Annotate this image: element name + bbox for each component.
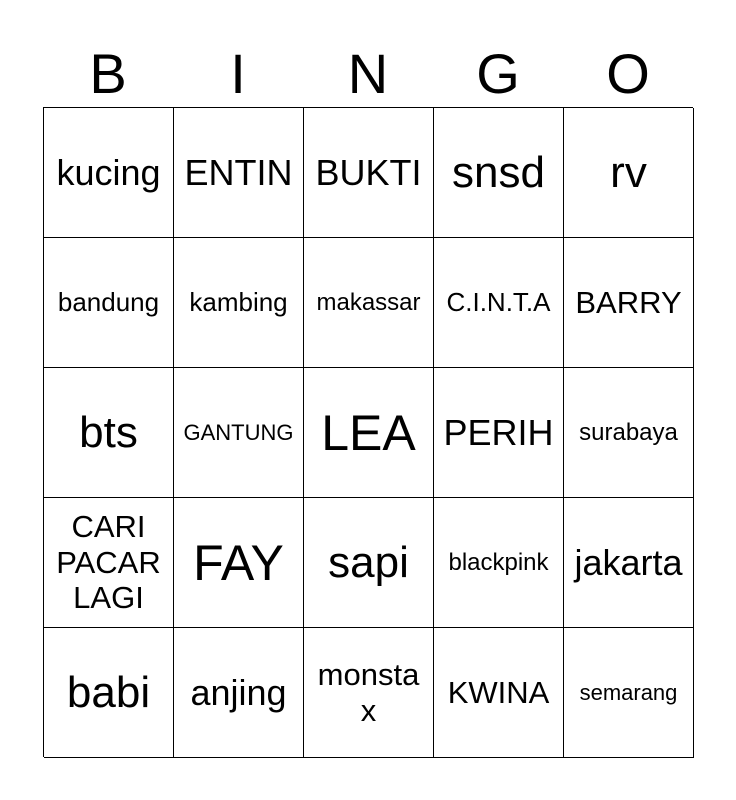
cell-label: makassar <box>316 288 421 316</box>
bingo-cell[interactable] <box>44 498 174 628</box>
cell-label: jakarta <box>574 541 683 583</box>
bingo-cell[interactable] <box>44 628 174 758</box>
cell-label: babi <box>66 667 151 717</box>
cell-label: kambing <box>189 286 288 317</box>
cell-label: kucing <box>56 151 161 193</box>
bingo-cell[interactable] <box>564 498 694 628</box>
bingo-cell[interactable] <box>44 368 174 498</box>
header-letter-g: G <box>476 42 520 105</box>
bingo-cell[interactable] <box>174 238 304 368</box>
cell-label: semarang <box>579 679 678 705</box>
bingo-cell[interactable] <box>44 108 174 238</box>
cell-label: blackpink <box>448 548 549 576</box>
bingo-cell[interactable] <box>174 108 304 238</box>
cell-label: rv <box>610 147 647 197</box>
cell-label: ENTIN <box>184 151 293 193</box>
header-letter-i: I <box>230 42 246 105</box>
header-letter-b: B <box>89 42 127 105</box>
cell-label: anjing <box>190 671 287 713</box>
cell-label: bts <box>79 407 138 457</box>
bingo-cell[interactable] <box>304 498 434 628</box>
bingo-cell[interactable] <box>304 238 434 368</box>
bingo-cell[interactable] <box>434 108 564 238</box>
bingo-cell[interactable] <box>304 628 434 758</box>
cell-label: LEA <box>321 404 416 461</box>
bingo-card <box>43 107 693 757</box>
bingo-cell[interactable] <box>434 238 564 368</box>
bingo-cell[interactable] <box>434 368 564 498</box>
bingo-cell[interactable] <box>564 628 694 758</box>
header-letter-n: N <box>347 42 389 105</box>
cell-label: sapi <box>328 537 409 587</box>
cell-label: C.I.N.T.A <box>446 286 551 317</box>
cell-label: CARI PACAR LAGI <box>56 509 161 616</box>
bingo-header <box>43 40 693 107</box>
bingo-cell[interactable] <box>174 368 304 498</box>
bingo-cell[interactable] <box>174 498 304 628</box>
bingo-cell[interactable] <box>564 108 694 238</box>
bingo-cell[interactable] <box>174 628 304 758</box>
bingo-cell[interactable] <box>304 108 434 238</box>
bingo-cell[interactable] <box>434 628 564 758</box>
cell-label: bandung <box>57 286 160 317</box>
cell-label: GANTUNG <box>183 419 294 445</box>
cell-label: BARRY <box>575 284 682 320</box>
cell-label: BUKTI <box>315 151 422 193</box>
cell-label: surabaya <box>579 418 678 446</box>
bingo-cell[interactable] <box>564 368 694 498</box>
cell-label: PERIH <box>443 411 554 453</box>
bingo-cell[interactable] <box>44 238 174 368</box>
cell-label: monsta x <box>317 656 420 728</box>
cell-label: KWINA <box>447 674 550 710</box>
header-letter-o: O <box>606 42 650 105</box>
cell-label: FAY <box>193 534 284 591</box>
bingo-cell[interactable] <box>434 498 564 628</box>
bingo-cell[interactable] <box>304 368 434 498</box>
bingo-cell[interactable] <box>564 238 694 368</box>
cell-label: snsd <box>452 147 545 197</box>
